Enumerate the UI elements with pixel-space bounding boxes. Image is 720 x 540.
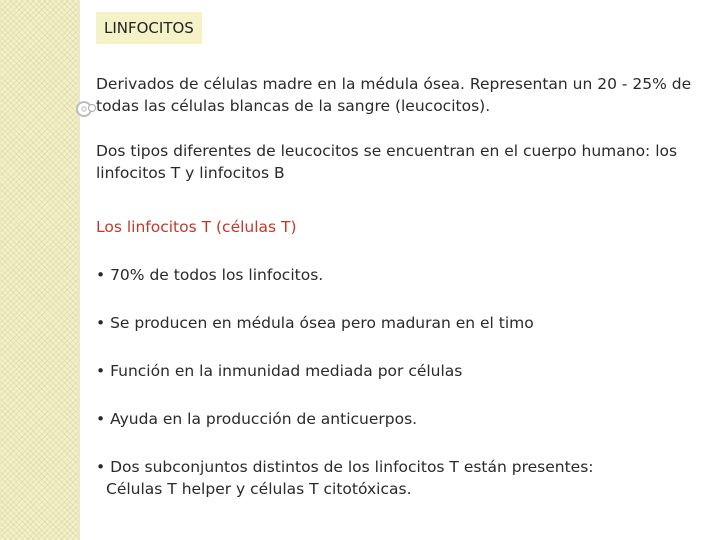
types-paragraph: Dos tipos diferentes de leucocitos se encuentran en el cuerpo humano: los linfocitos T y linfocitos B [96,142,678,182]
side-band-edge [78,0,80,540]
bullet-item: • Ayuda en la producción de anticuerpos. [96,410,418,428]
section-subtitle: Los linfocitos T (células T) [96,218,297,236]
slide-content [96,73,706,500]
bullet-item: • Función en la inmunidad mediada por células [96,362,463,380]
bullet-item: • Se producen en médula ósea pero maduran en el timo [96,314,534,332]
decorative-side-band [0,0,78,540]
slide-title: LINFOCITOS [96,12,202,44]
bullet-item [96,456,706,500]
bullet-item-text: • Dos subconjuntos distintos de los linfocitos T están presentes: [96,458,594,476]
bullet-continuation: Células T helper y células T citotóxicas. [106,480,412,498]
decorative-small-ring-icon [88,104,96,112]
bullet-item: • 70% de todos los linfocitos. [96,266,324,284]
intro-paragraph: Derivados de células madre en la médula ósea. Representan un 20 - 25% de todas las células blancas de la sangre (leucocitos). [96,75,692,115]
